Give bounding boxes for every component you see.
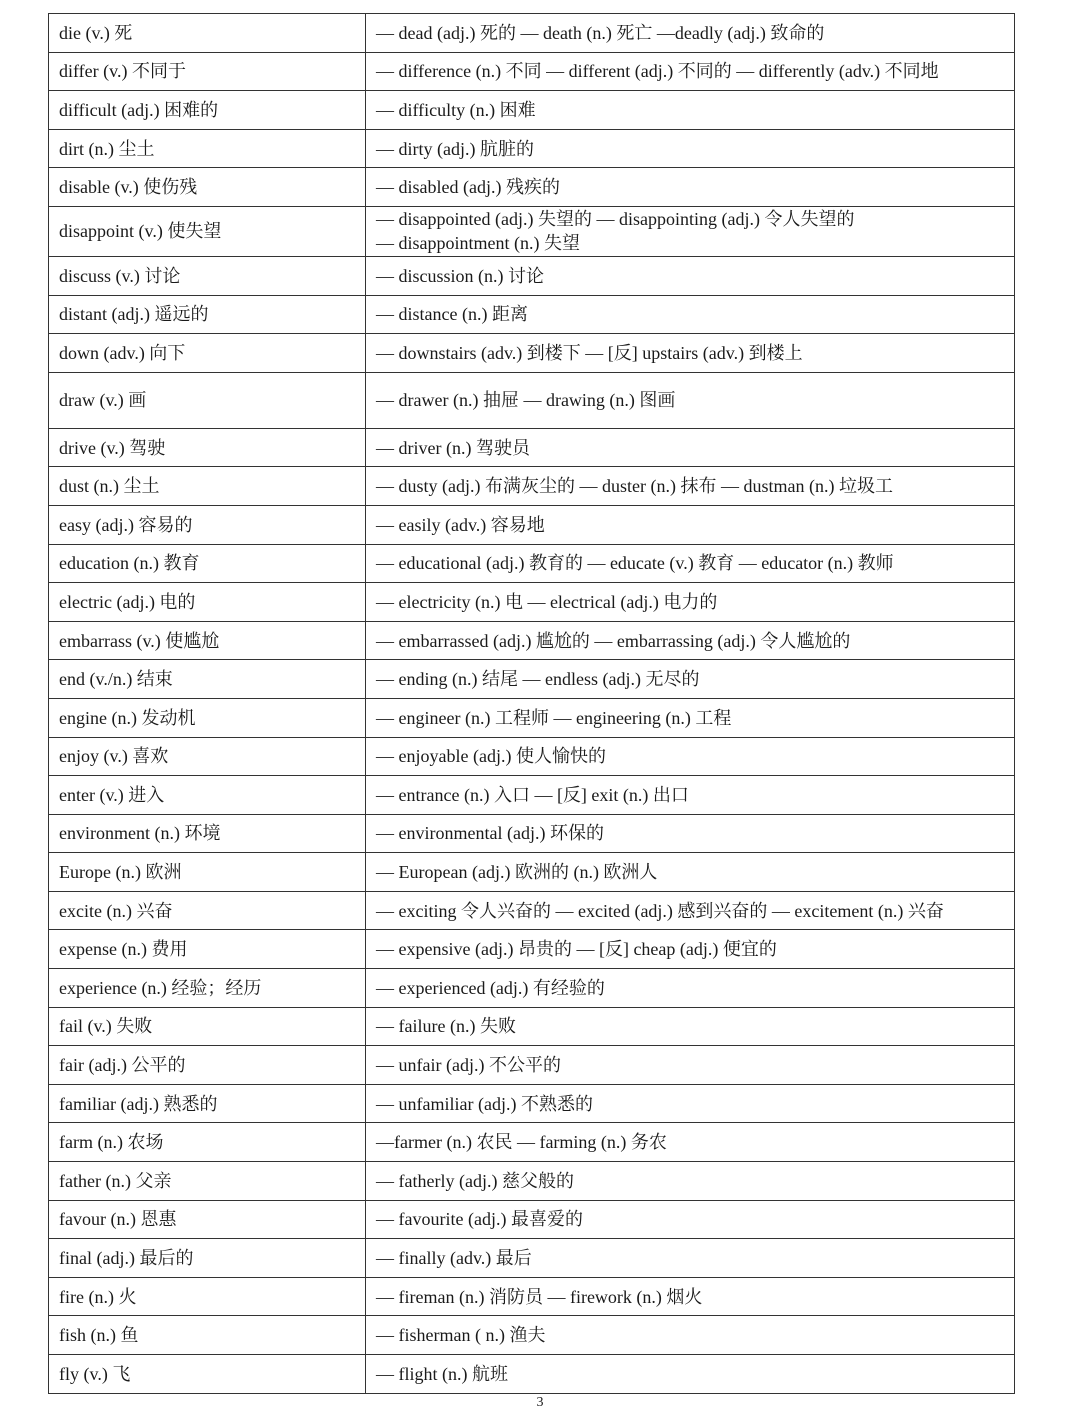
derivative-line: — dirty (adj.) 肮脏的: [376, 138, 534, 159]
derivatives-cell: [366, 206, 1015, 256]
headword-cell: distant (adj.) 遥远的: [49, 295, 366, 334]
table-row: [49, 1162, 1015, 1201]
table-row: [49, 372, 1015, 428]
table-row: [49, 853, 1015, 892]
derivatives-cell: [366, 14, 1015, 53]
page-number: 3: [536, 1395, 544, 1410]
table-row: [49, 776, 1015, 815]
headword-cell: enjoy (v.) 喜欢: [49, 737, 366, 776]
headword-cell: education (n.) 教育: [49, 544, 366, 583]
table-row: [49, 544, 1015, 583]
headword-cell: Europe (n.) 欧洲: [49, 853, 366, 892]
table-row: [49, 206, 1015, 256]
derivative-line: — educational (adj.) 教育的 — educate (v.) 教育 — educator (n.) 教师: [376, 553, 894, 574]
table-row: [49, 1046, 1015, 1085]
derivative-line: — dead (adj.) 死的 — death (n.) 死亡 —deadly (adj.) 致命的: [376, 22, 825, 43]
vocabulary-table-body: [49, 14, 1015, 1394]
derivative-line: — disappointed (adj.) 失望的 — disappointing (adj.) 令人失望的: [376, 209, 855, 230]
derivative-line: — entrance (n.) 入口 — [反] exit (n.) 出口: [376, 784, 689, 805]
derivative-line: — easily (adv.) 容易地: [376, 514, 545, 535]
headword-cell: experience (n.) 经验；经历: [49, 969, 366, 1008]
derivative-line: — favourite (adj.) 最喜爱的: [376, 1209, 583, 1230]
headword-cell: difficult (adj.) 困难的: [49, 91, 366, 130]
derivatives-cell: [366, 1200, 1015, 1239]
headword-cell: fly (v.) 飞: [49, 1355, 366, 1394]
derivatives-cell: [366, 428, 1015, 467]
table-row: [49, 52, 1015, 91]
derivative-line: — difficulty (n.) 困难: [376, 99, 536, 120]
derivatives-cell: [366, 583, 1015, 622]
derivatives-cell: [366, 256, 1015, 295]
headword-cell: fail (v.) 失败: [49, 1007, 366, 1046]
table-row: [49, 1277, 1015, 1316]
headword-cell: engine (n.) 发动机: [49, 698, 366, 737]
headword-cell: fire (n.) 火: [49, 1277, 366, 1316]
headword-cell: embarrass (v.) 使尴尬: [49, 621, 366, 660]
derivatives-cell: [366, 891, 1015, 930]
table-row: [49, 969, 1015, 1008]
headword-cell: environment (n.) 环境: [49, 814, 366, 853]
derivative-line: —farmer (n.) 农民 — farming (n.) 务农: [376, 1132, 667, 1153]
derivatives-cell: [366, 467, 1015, 506]
derivatives-cell: [366, 930, 1015, 969]
table-row: [49, 1239, 1015, 1278]
derivative-line: — drawer (n.) 抽屉 — drawing (n.) 图画: [376, 390, 676, 411]
headword-cell: electric (adj.) 电的: [49, 583, 366, 622]
headword-cell: father (n.) 父亲: [49, 1162, 366, 1201]
derivatives-cell: [366, 1123, 1015, 1162]
derivative-line: — ending (n.) 结尾 — endless (adj.) 无尽的: [376, 669, 700, 690]
derivative-line: — engineer (n.) 工程师 — engineering (n.) 工程: [376, 707, 732, 728]
table-row: [49, 814, 1015, 853]
headword-cell: excite (n.) 兴奋: [49, 891, 366, 930]
derivative-line: — disabled (adj.) 残疾的: [376, 177, 560, 198]
derivatives-cell: [366, 544, 1015, 583]
table-row: [49, 1084, 1015, 1123]
table-row: [49, 428, 1015, 467]
table-row: [49, 1316, 1015, 1355]
headword-cell: end (v./n.) 结束: [49, 660, 366, 699]
derivative-line: — European (adj.) 欧洲的 (n.) 欧洲人: [376, 862, 658, 883]
derivatives-cell: [366, 1007, 1015, 1046]
table-row: [49, 1200, 1015, 1239]
derivatives-cell: [366, 660, 1015, 699]
table-row: [49, 583, 1015, 622]
derivative-line: — distance (n.) 距离: [376, 304, 528, 325]
table-row: [49, 660, 1015, 699]
headword-cell: enter (v.) 进入: [49, 776, 366, 815]
derivative-line: — downstairs (adv.) 到楼下 — [反] upstairs (adv.) 到楼上: [376, 342, 803, 363]
derivatives-cell: [366, 776, 1015, 815]
derivative-line: — fisherman ( n.) 渔夫: [376, 1325, 546, 1346]
derivative-line: — embarrassed (adj.) 尴尬的 — embarrassing (adj.) 令人尴尬的: [376, 630, 851, 651]
headword-cell: die (v.) 死: [49, 14, 366, 53]
derivative-line: — fireman (n.) 消防员 — firework (n.) 烟火: [376, 1286, 703, 1307]
table-row: [49, 91, 1015, 130]
headword-cell: down (adv.) 向下: [49, 334, 366, 373]
derivatives-cell: [366, 853, 1015, 892]
headword-cell: final (adj.) 最后的: [49, 1239, 366, 1278]
table-row: [49, 505, 1015, 544]
table-row: [49, 1007, 1015, 1046]
derivative-line: — disappointment (n.) 失望: [376, 233, 580, 254]
derivatives-cell: [366, 737, 1015, 776]
derivatives-cell: [366, 969, 1015, 1008]
derivatives-cell: [366, 52, 1015, 91]
table-row: [49, 737, 1015, 776]
headword-cell: fish (n.) 鱼: [49, 1316, 366, 1355]
headword-cell: drive (v.) 驾驶: [49, 428, 366, 467]
derivatives-cell: [366, 1355, 1015, 1394]
derivatives-cell: [366, 1239, 1015, 1278]
headword-cell: familiar (adj.) 熟悉的: [49, 1084, 366, 1123]
derivative-line: — driver (n.) 驾驶员: [376, 437, 530, 458]
table-row: [49, 334, 1015, 373]
derivatives-cell: [366, 1277, 1015, 1316]
derivative-line: — exciting 令人兴奋的 — excited (adj.) 感到兴奋的 — excitement (n.) 兴奋: [376, 900, 944, 921]
derivative-line: — expensive (adj.) 昂贵的 — [反] cheap (adj.) 便宜的: [376, 939, 777, 960]
table-row: [49, 467, 1015, 506]
derivative-line: — dusty (adj.) 布满灰尘的 — duster (n.) 抹布 — dustman (n.) 垃圾工: [376, 476, 893, 497]
headword-cell: expense (n.) 费用: [49, 930, 366, 969]
headword-cell: dust (n.) 尘土: [49, 467, 366, 506]
table-row: [49, 698, 1015, 737]
headword-cell: farm (n.) 农场: [49, 1123, 366, 1162]
derivatives-cell: [366, 372, 1015, 428]
derivatives-cell: [366, 1084, 1015, 1123]
table-row: [49, 891, 1015, 930]
derivatives-cell: [366, 814, 1015, 853]
table-row: [49, 1355, 1015, 1394]
derivative-line: — finally (adv.) 最后: [376, 1248, 532, 1269]
derivative-line: — environmental (adj.) 环保的: [376, 823, 604, 844]
derivative-line: — enjoyable (adj.) 使人愉快的: [376, 746, 606, 767]
headword-cell: dirt (n.) 尘土: [49, 129, 366, 168]
derivative-line: — discussion (n.) 讨论: [376, 265, 544, 286]
headword-cell: discuss (v.) 讨论: [49, 256, 366, 295]
vocabulary-table: [48, 13, 1015, 1394]
table-row: [49, 256, 1015, 295]
derivatives-cell: [366, 505, 1015, 544]
derivatives-cell: [366, 129, 1015, 168]
derivatives-cell: [366, 1162, 1015, 1201]
derivative-line: — unfair (adj.) 不公平的: [376, 1055, 561, 1076]
derivatives-cell: [366, 1046, 1015, 1085]
derivatives-cell: [366, 334, 1015, 373]
table-row: [49, 621, 1015, 660]
headword-cell: easy (adj.) 容易的: [49, 505, 366, 544]
table-row: [49, 129, 1015, 168]
table-row: [49, 295, 1015, 334]
derivative-line: — fatherly (adj.) 慈父般的: [376, 1170, 574, 1191]
headword-cell: draw (v.) 画: [49, 372, 366, 428]
derivatives-cell: [366, 91, 1015, 130]
derivatives-cell: [366, 621, 1015, 660]
derivatives-cell: [366, 168, 1015, 207]
headword-cell: favour (n.) 恩惠: [49, 1200, 366, 1239]
derivative-line: — flight (n.) 航班: [376, 1363, 508, 1384]
table-row: [49, 14, 1015, 53]
headword-cell: differ (v.) 不同于: [49, 52, 366, 91]
derivative-line: — unfamiliar (adj.) 不熟悉的: [376, 1093, 593, 1114]
derivatives-cell: [366, 698, 1015, 737]
table-row: [49, 168, 1015, 207]
derivatives-cell: [366, 295, 1015, 334]
headword-cell: fair (adj.) 公平的: [49, 1046, 366, 1085]
table-row: [49, 930, 1015, 969]
derivative-line: — difference (n.) 不同 — different (adj.) 不同的 — differently (adv.) 不同地: [376, 61, 939, 82]
headword-cell: disable (v.) 使伤残: [49, 168, 366, 207]
headword-cell: disappoint (v.) 使失望: [49, 206, 366, 256]
derivative-line: — electricity (n.) 电 — electrical (adj.) 电力的: [376, 591, 718, 612]
derivatives-cell: [366, 1316, 1015, 1355]
table-row: [49, 1123, 1015, 1162]
derivative-line: — experienced (adj.) 有经验的: [376, 977, 605, 998]
derivative-line: — failure (n.) 失败: [376, 1016, 516, 1037]
